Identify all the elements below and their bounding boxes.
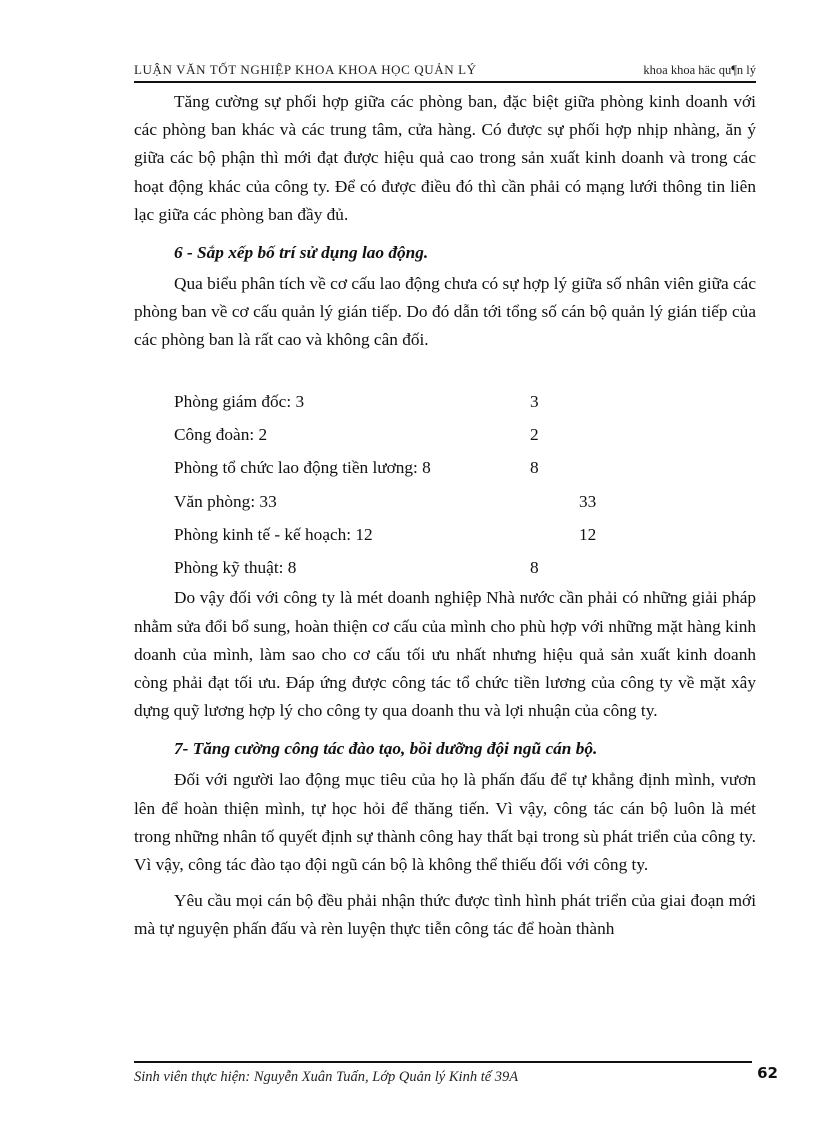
header-divider bbox=[134, 81, 756, 83]
department-count: 8 bbox=[530, 458, 539, 478]
department-label: Công đoàn: 2 bbox=[174, 424, 268, 444]
department-count: 3 bbox=[530, 391, 539, 411]
page-number: 62 bbox=[757, 1064, 778, 1082]
section-heading-6: 6 - Sắp xếp bố trí sử dụng lao động. bbox=[174, 243, 429, 263]
header-title-left: LUẬN VĂN TỐT NGHIỆP KHOA KHOA HỌC QUẢN LÝ bbox=[134, 62, 477, 77]
paragraph: Do vậy đối với công ty là mét doanh nghiệp Nhà nước cần phải có những giải pháp nhằm sửa đổi bổ sung, hoàn thiện cơ cấu của mình cho phù hợp với những mặt hàng kinh doanh của mình, làm sao cho cơ cấu tối ưu nhất nhưng hiệu quả sản xuất kinh doanh còng phải đạt tối ưu. Đáp ứng được công tác tổ chức tiền lương của công ty về mặt xây dựng quỹ lương hợp lý cho công ty qua doanh thu và lợi nhuận của công ty. bbox=[134, 588, 756, 721]
footer-author: Sinh viên thực hiện: Nguyễn Xuân Tuấn, Lớp Quản lý Kinh tế 39A bbox=[134, 1069, 519, 1085]
department-row bbox=[174, 418, 756, 451]
department-label: Phòng tổ chức lao động tiền lương: 8 bbox=[174, 458, 431, 478]
paragraph: Tăng cường sự phối hợp giữa các phòng ban, đặc biệt giữa phòng kinh doanh với các phòng ban khác và các trung tâm, cửa hàng. Có được sự phối hợp nhịp nhàng, ăn ý giữa các bộ phận thì mới đạt được hiệu quả cao trong sản xuất kinh doanh và trong các hoạt động khác của công ty. Để có được điều đó thì cần phải có mạng lưới thông tin liên lạc giữa các phòng ban đầy đủ. bbox=[134, 92, 756, 224]
page-body bbox=[134, 88, 756, 944]
department-count: 8 bbox=[530, 558, 539, 578]
department-count: 33 bbox=[579, 491, 597, 511]
department-row bbox=[174, 518, 756, 551]
department-count: 2 bbox=[530, 424, 539, 444]
department-row bbox=[174, 485, 756, 518]
department-label: Phòng kỹ thuật: 8 bbox=[174, 558, 297, 578]
department-label: Phòng giám đốc: 3 bbox=[174, 391, 305, 411]
department-count: 12 bbox=[579, 524, 597, 544]
paragraph: Qua biểu phân tích về cơ cấu lao động chưa có sự hợp lý giữa số nhân viên giữa các phòng ban về cơ cấu quản lý gián tiếp. Do đó dẫn tới tổng số cán bộ quản lý gián tiếp của các phòng ban là rất cao và không cân đối. bbox=[134, 274, 756, 350]
section-heading-7: 7- Tăng cường công tác đào tạo, bồi dưỡng đội ngũ cán bộ. bbox=[174, 739, 598, 759]
department-label: Phòng kinh tế - kế hoạch: 12 bbox=[174, 524, 373, 544]
header-title-right: khoa khoa häc qu¶n lý bbox=[643, 63, 756, 77]
department-row bbox=[174, 551, 756, 584]
department-row bbox=[174, 385, 756, 418]
department-label: Văn phòng: 33 bbox=[174, 491, 277, 511]
paragraph: Yêu cầu mọi cán bộ đều phải nhận thức được tình hình phát triển của giai đoạn mới mà tự nguyện phấn đấu và rèn luyện thực tiễn công tác để hoàn thành bbox=[134, 891, 756, 939]
paragraph: Đối với người lao động mục tiêu của họ là phấn đấu để tự khẳng định mình, vươn lên để hoàn thiện mình, tự học hỏi để thăng tiến. Vì vậy, công tác cán bộ luôn là mét trong những nhân tố quyết định sự thành công hay thất bại trong sù phát triển của công ty. Vì vậy, công tác đào tạo đội ngũ cán bộ là không thể thiếu đối với công ty. bbox=[134, 770, 756, 875]
department-row bbox=[174, 451, 756, 484]
footer-divider bbox=[134, 1061, 752, 1063]
department-list bbox=[174, 385, 756, 585]
